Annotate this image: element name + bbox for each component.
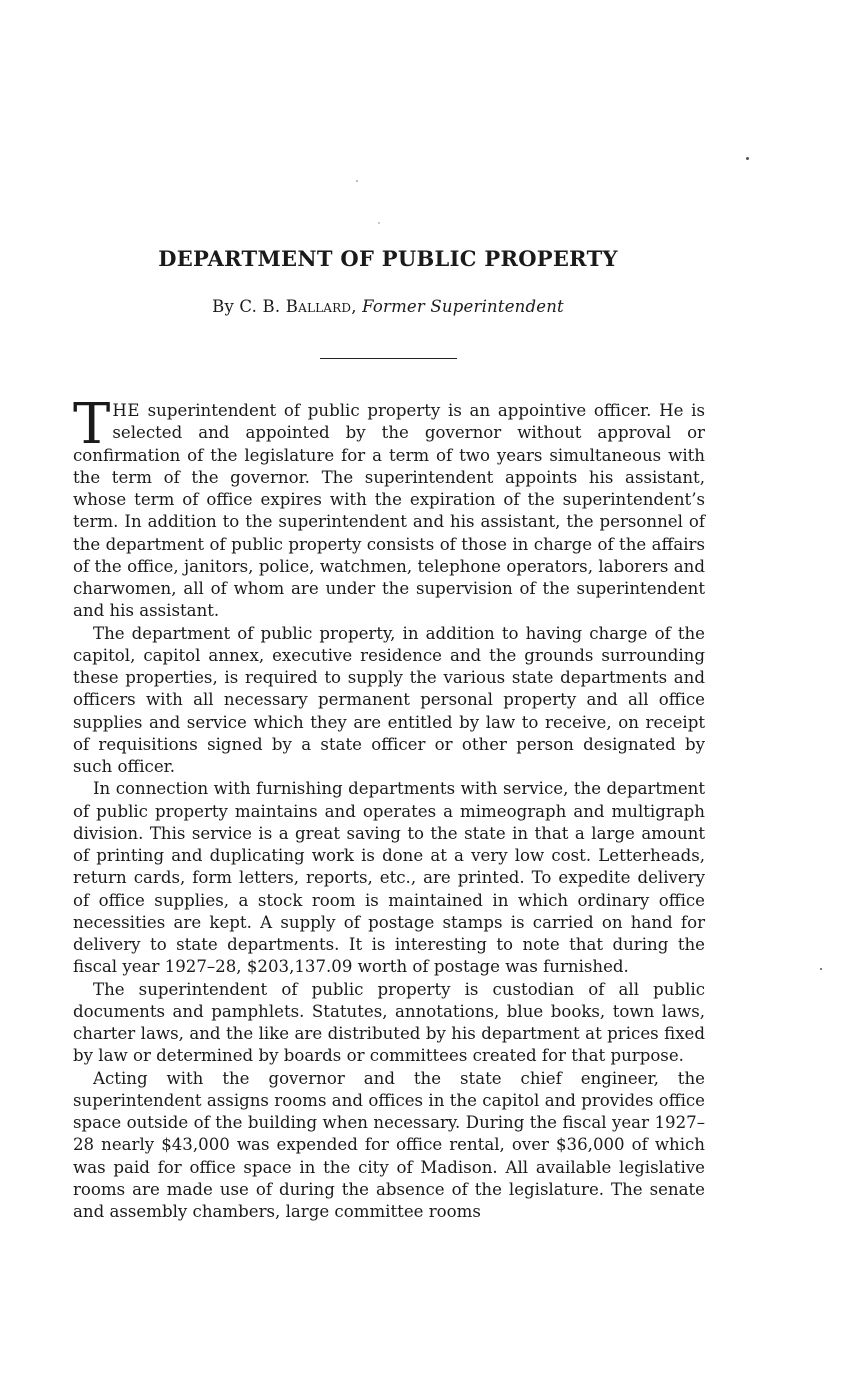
scan-speck: [356, 180, 358, 182]
scan-speck: [820, 968, 822, 970]
article-body: [73, 392, 705, 1223]
article-title: DEPARTMENT OF PUBLIC PROPERTY: [158, 246, 618, 271]
scan-speck: [746, 157, 749, 160]
paragraph-1: [73, 392, 705, 623]
byline-separator: ,: [351, 297, 363, 316]
paragraph-4: The superintendent of public property is custodian of all public documents and pamphlets. Statutes, annotations, blue books, town laws, charter laws, and the like are distributed by his department at prices fixed by law or determined by boards or committees created for that purpose.: [73, 979, 705, 1066]
byline-author-surname: Ballard: [285, 297, 352, 316]
byline-role: Former Superintendent: [362, 297, 564, 316]
byline-prefix: By C. B.: [212, 297, 286, 316]
drop-cap: T: [73, 392, 111, 457]
section-divider: [320, 358, 457, 359]
paragraph-3: In connection with furnishing departments with service, the department of public property maintains and operates a mimeograph and multigraph division. This service is a great saving to the state in that a large amount of printing and duplicating work is done at a very low cost. Letterheads, return cards, form letters, reports, etc., are printed. To expedite delivery of office supplies, a stock room is maintained in which ordinary office necessities are kept. A supply of postage stamps is carried on hand for delivery to state departments. It is interesting to note that during the fiscal year 1927–28, $203,137.09 worth of postage was furnished.: [73, 779, 705, 977]
paragraph-5: Acting with the governor and the state chief engineer, the superintendent assigns rooms and offices in the capitol and provides office space outside of the building when necessary. During the fiscal year 1927–28 nearly $43,000 was expended for office rental, over $36,000 of which was paid for office space in the city of Madison. All available legislative rooms are made use of during the absence of the legislature. The senate and assembly chambers, large committee rooms: [73, 1068, 705, 1221]
paragraph-2: The department of public property, in addition to having charge of the capitol, capitol annex, executive residence and the grounds surrounding these properties, is required to supply the various state departments and officers with all necessary permanent personal property and all office supplies and service which they are entitled by law to receive, on receipt of requisitions signed by a state officer or other person designated by such officer.: [73, 623, 705, 776]
article-byline: [0, 297, 776, 316]
paragraph-1-text: superintendent of public property is an appointive officer. He is selected and appointed by the governor without approval or confirmation of the legislature for a term of two years simultaneous with the term of the governor. The superintendent appoints his assistant, whose term of office expires with the expiration of the superintendent’s term. In addition to the superintendent and his assistant, the personnel of the department of public property consists of those in charge of the affairs of the office, janitors, police, watchmen, telephone operators, laborers and charwomen, all of whom are under the supervision of the superintendent and his assistant.: [73, 401, 705, 621]
paragraph-1-lead: HE: [112, 401, 140, 420]
scan-speck: [378, 222, 380, 224]
